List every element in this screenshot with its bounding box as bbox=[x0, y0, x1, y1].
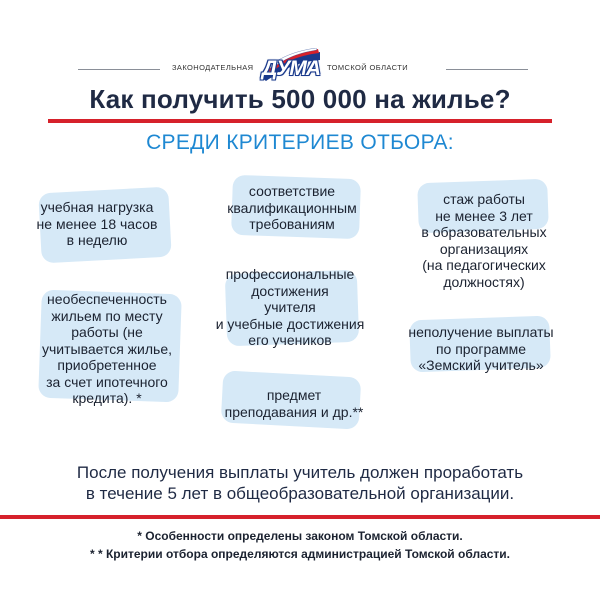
logo-text: ДУМА bbox=[262, 57, 321, 80]
criterion-line: кредита). * bbox=[72, 390, 142, 406]
obligation-line: в течение 5 лет в общеобразовательной организации. bbox=[85, 484, 515, 503]
section-subtitle: СРЕДИ КРИТЕРИЕВ ОТБОРА: bbox=[146, 131, 454, 154]
criterion-line: предмет bbox=[266, 387, 322, 403]
red-divider-bottom bbox=[0, 515, 600, 519]
obligation-note bbox=[0, 462, 600, 504]
criterion-line: и учебные достижения bbox=[215, 315, 365, 332]
criterion-line: учебная нагрузка bbox=[40, 199, 154, 215]
criterion-line: соответствие bbox=[248, 183, 336, 199]
criterion-line: жильем по месту bbox=[51, 307, 163, 324]
criterion-line: работы (не bbox=[71, 324, 143, 340]
criterion-line: профессиональные bbox=[225, 266, 355, 282]
criterion-line: квалификационным bbox=[227, 199, 357, 216]
criterion-line: достижения bbox=[251, 282, 329, 299]
criterion-subject bbox=[206, 387, 382, 420]
criterion-line: «Земский учитель» bbox=[418, 357, 544, 373]
header-rule-left bbox=[78, 69, 160, 70]
criterion-line: не менее 3 лет bbox=[435, 207, 533, 224]
criterion-line: требованиям bbox=[249, 216, 335, 232]
criterion-line: не менее 18 часов bbox=[36, 215, 158, 232]
criterion-line: его учеников bbox=[248, 332, 332, 348]
criterion-line: стаж работы bbox=[443, 191, 525, 207]
criterion-qualification bbox=[212, 183, 372, 233]
obligation-line: После получения выплаты учитель должен проработать bbox=[76, 463, 524, 482]
header-rule-right bbox=[446, 69, 528, 70]
org-name-right: ТОМСКОЙ ОБЛАСТИ bbox=[327, 63, 408, 72]
criterion-housing bbox=[32, 291, 182, 407]
criterion-line: по программе bbox=[435, 340, 527, 357]
criterion-line: в неделю bbox=[66, 232, 128, 248]
criterion-line: преподавания и др.** bbox=[224, 403, 364, 420]
criterion-line: учитывается жилье, bbox=[41, 340, 173, 357]
criterion-line: неполучение выплаты bbox=[408, 324, 554, 340]
criterion-achievements bbox=[202, 266, 378, 349]
criterion-zemsky-teacher bbox=[396, 324, 566, 374]
red-divider-top bbox=[48, 119, 552, 123]
header bbox=[0, 48, 600, 88]
criterion-line: организациях bbox=[439, 240, 529, 257]
criterion-line: учителя bbox=[264, 299, 316, 315]
criterion-line: должностях) bbox=[443, 273, 525, 290]
footnote-administration: * * Критерии отбора определяются администрацией Томской области. bbox=[89, 547, 511, 561]
criterion-workload bbox=[22, 199, 172, 249]
criterion-line: в образовательных bbox=[421, 224, 547, 240]
footnote-law: * Особенности определены законом Томской области. bbox=[137, 529, 463, 543]
page-title: Как получить 500 000 на жилье? bbox=[89, 84, 511, 114]
criterion-experience bbox=[404, 191, 564, 290]
org-name-left: ЗАКОНОДАТЕЛЬНАЯ bbox=[172, 63, 254, 72]
duma-logo bbox=[258, 48, 324, 82]
criterion-line: необеспеченность bbox=[47, 291, 167, 307]
criterion-line: за счет ипотечного bbox=[46, 373, 168, 390]
criterion-line: (на педагогических bbox=[422, 257, 546, 273]
criterion-line: приобретенное bbox=[57, 357, 157, 373]
